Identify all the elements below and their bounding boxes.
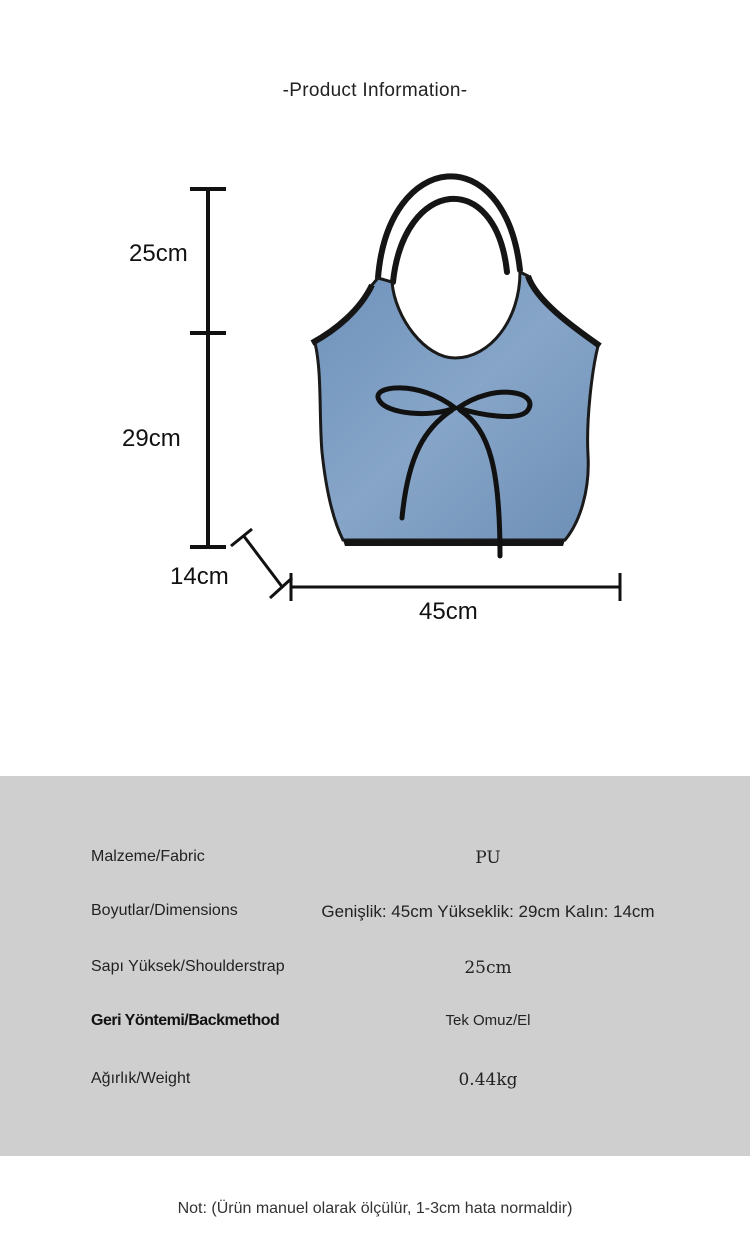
product-figure [0,150,750,630]
spec-label: Geri Yöntemi/Backmethod [91,1012,280,1029]
spec-value: 25cm [464,958,512,978]
height-ruler [190,189,226,547]
handle-height-label: 25cm [129,240,188,267]
spec-table [0,776,750,1156]
spec-value: PU [475,848,501,868]
spec-row-fabric [0,848,750,878]
spec-row-dimensions [0,902,750,932]
spec-value: Genişlik: 45cm Yükseklik: 29cm Kalın: 14cm [321,902,655,921]
depth-ruler [231,529,292,598]
spec-row-backmethod [0,1012,750,1042]
measurement-note: Not: (Ürün manuel olarak ölçülür, 1-3cm hata normaldir) [177,1200,573,1217]
spec-row-weight [0,1070,750,1100]
depth-label: 14cm [170,563,229,590]
spec-label: Boyutlar/Dimensions [91,902,238,919]
spec-value: Tek Omuz/El [445,1012,531,1029]
body-height-label: 29cm [122,425,181,452]
spec-label: Sapı Yüksek/Shoulderstrap [91,958,285,975]
width-label: 45cm [419,598,478,625]
width-ruler [291,573,620,601]
bag-handles [378,176,520,282]
spec-value: 0.44kg [458,1070,518,1090]
page-title: -Product Information- [282,80,468,101]
spec-label: Ağırlık/Weight [91,1070,191,1087]
spec-row-shoulderstrap [0,958,750,988]
spec-label: Malzeme/Fabric [91,848,205,865]
